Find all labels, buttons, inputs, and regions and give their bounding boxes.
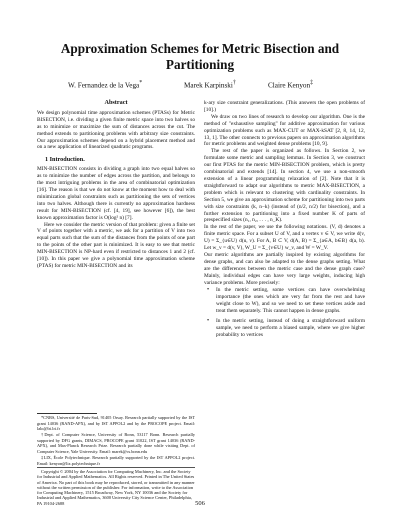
footnote-rule — [37, 413, 97, 414]
body-paragraph: Our metric algorithms are partially inspired by existing algorithms for dense graphs, and can also be adapted to the dense graphs setting. What are the differences between the metric case and the dense graph case? Mainly, individual edges can have very large weights, inducing high variance problems. More precisely: — [204, 251, 365, 286]
author-mark: * — [139, 80, 143, 86]
page-number: 506 — [195, 500, 205, 507]
footnote: *CNRS, Université de Paris-Sud, 91405 Orsay. Research partially supported by the IST grant 14036 (RAND-APX), and by IST APPOL2 and by the PROCOPE project. Email: lalo@lri.lri.fr — [37, 415, 195, 432]
body-paragraph: Here we consider the metric version of that problem: given a finite set V of points together with a metric, we ask for a partition of V into two equal parts such that the sum of the distances from the points of one part to the points of the other part is minimized. It is easy to see that metric MIN-BISECTION is NP-hard even if restricted to distances 1 and 2 (cf. [10]). In this paper we give a polynomial time approximation scheme (PTAS) for metric MIN-BISECTION and its — [37, 221, 195, 269]
bullet-text: In the metric setting, instead of doing a straightforward uniform sample, we need to perform a biased sample, where we give higher probability to vertices — [216, 318, 365, 338]
footnote: †Dept. of Computer Science, University of Bonn, 53117 Bonn. Research partially supported by DFG grants, DIMACS, PROCOPE grant 31022, IST grant 14036 (RAND-APX), and Max-Planck Research Prize. Research partially done while visiting Dept. of Computer Science, Yale University. Email: marek@cs.bonn.edu — [37, 432, 195, 455]
bullet-icon: • — [207, 287, 210, 294]
author-name: Marek Karpinski — [184, 81, 233, 90]
copyright-text: Copyright © 2004 by the Association for Computing Machinery, Inc. and the Society for Industrial and Applied Mathematics. All Rights reserved. Printed in The United States of America. No part of this book may be reproduced, stored, or transmitted in any manner without the written permission of the publisher. For information, write to the Association for Computing Machinery, 1515 Broadway, New York, NY 10036 and the Society for Industrial and Applied Mathematics, 3600 University City Science Center, Philadelphia, PA 19104-2688 — [37, 469, 195, 506]
bullet-icon: • — [207, 318, 210, 325]
body-paragraph: k-ary size constraint generalizations. (This answers the open problems of [10].) — [204, 100, 365, 113]
footnote: ‡LIX, École Polytechnique. Research partially supported by the IST APPOL2 project. Email: kenyon@lix.polytechnique.fr — [37, 455, 195, 466]
left-column — [37, 100, 195, 270]
section-heading: 1 Introduction. — [45, 156, 85, 164]
body-paragraph: In the rest of the paper, we use the following notations. (V, d) denotes a finite metric space. For a subset U of V, and a vertex v ∈ V, we write d(v, U) = Σ_{u∈U} d(u, v). For A, B ⊂ V, d(A, B) = Σ_{a∈A, b∈B} d(a, b). Let w_v = d(v, V), W_U = Σ_{v∈U} w_v, and W = W_V. — [204, 224, 365, 252]
body-paragraph: We draw on two lines of research to develop our algorithm. One is the method of "exhaustive sampling" for additive approximation for various optimization problems such as MAX-CUT or MAX-kSAT [2, 8, 14, 12, 13, 1]. The other connects to previous papers on approximation algorithms for metric problems and weighted dense problems [10, 9]. — [204, 113, 365, 148]
author-2 — [184, 79, 236, 90]
abstract-heading: Abstract — [104, 99, 128, 106]
right-column — [204, 100, 365, 342]
author-name: Claire Kenyon — [268, 81, 311, 90]
author-mark: ‡ — [310, 80, 314, 86]
author-1 — [68, 79, 142, 90]
body-paragraph: MIN-BISECTION consists in dividing a graph into two equal halves so as to minimize the number of edges across the partition, and belongs to the most intriguing problems in the area of combinatorial optimization [16]. The reason is that we do not know at the moment how to deal with minimization global constraints such as partitioning the sets of vertices into two halves. Although there is currently no approximation hardness result for MIN-BISECTION (cf. [4, 19], see however [6]), the best known approximation factor is O(log² n) [7]. — [37, 166, 195, 221]
bullet-item — [204, 287, 365, 315]
paper-title: Approximation Schemes for Metric Bisection and Partitioning — [60, 41, 340, 72]
bullet-text: In the metric setting, some vertices can have overwhelming importance (the ones which are very far from the rest and have weight close to W), and so we need to set these vertices aside and treat them separately. This cannot happen in dense graphs. — [216, 287, 365, 315]
bullet-list — [204, 287, 365, 338]
abstract-text: We design polynomial time approximation schemes (PTASs) for Metric BISECTION, i.e. dividing a given finite metric space into two halves so as to minimize or maximize the sum of distances across the cut. The method extends to partitioning problems with arbitrary size constraints. Our approximation schemes depend on a hybrid placement method and on a new application of linearized quadratic programs. — [37, 109, 195, 151]
author-mark: † — [232, 80, 236, 86]
bullet-item — [204, 318, 365, 339]
author-3 — [268, 79, 313, 90]
author-name: W. Fernandez de la Vega — [68, 81, 140, 90]
body-paragraph: The rest of the paper is organized as follows. In Section 2, we formulate some metric and sampling lemmas. In Section 3, we construct our first PTAS for the metric MIN-BISECTION problem, which is pretty combinatorial and extends [14]. In section 4, we use a non-smooth extension of a linear programming relaxation of [2]. Note that it is straightforward to adapt our algorithms to metric MAX-BISECTION, a problem which is relevant to clustering with cardinality constraints. In Section 5, we give an approximation scheme for partitioning into two parts with size constraints (k, n−k) (instead of (n/2, n/2) for bisection), and a further extension to partitioning into a fixed number K of parts of prespecified sizes (n₁, n₂, . . . , n_K). — [204, 148, 365, 224]
footnotes — [37, 415, 195, 467]
